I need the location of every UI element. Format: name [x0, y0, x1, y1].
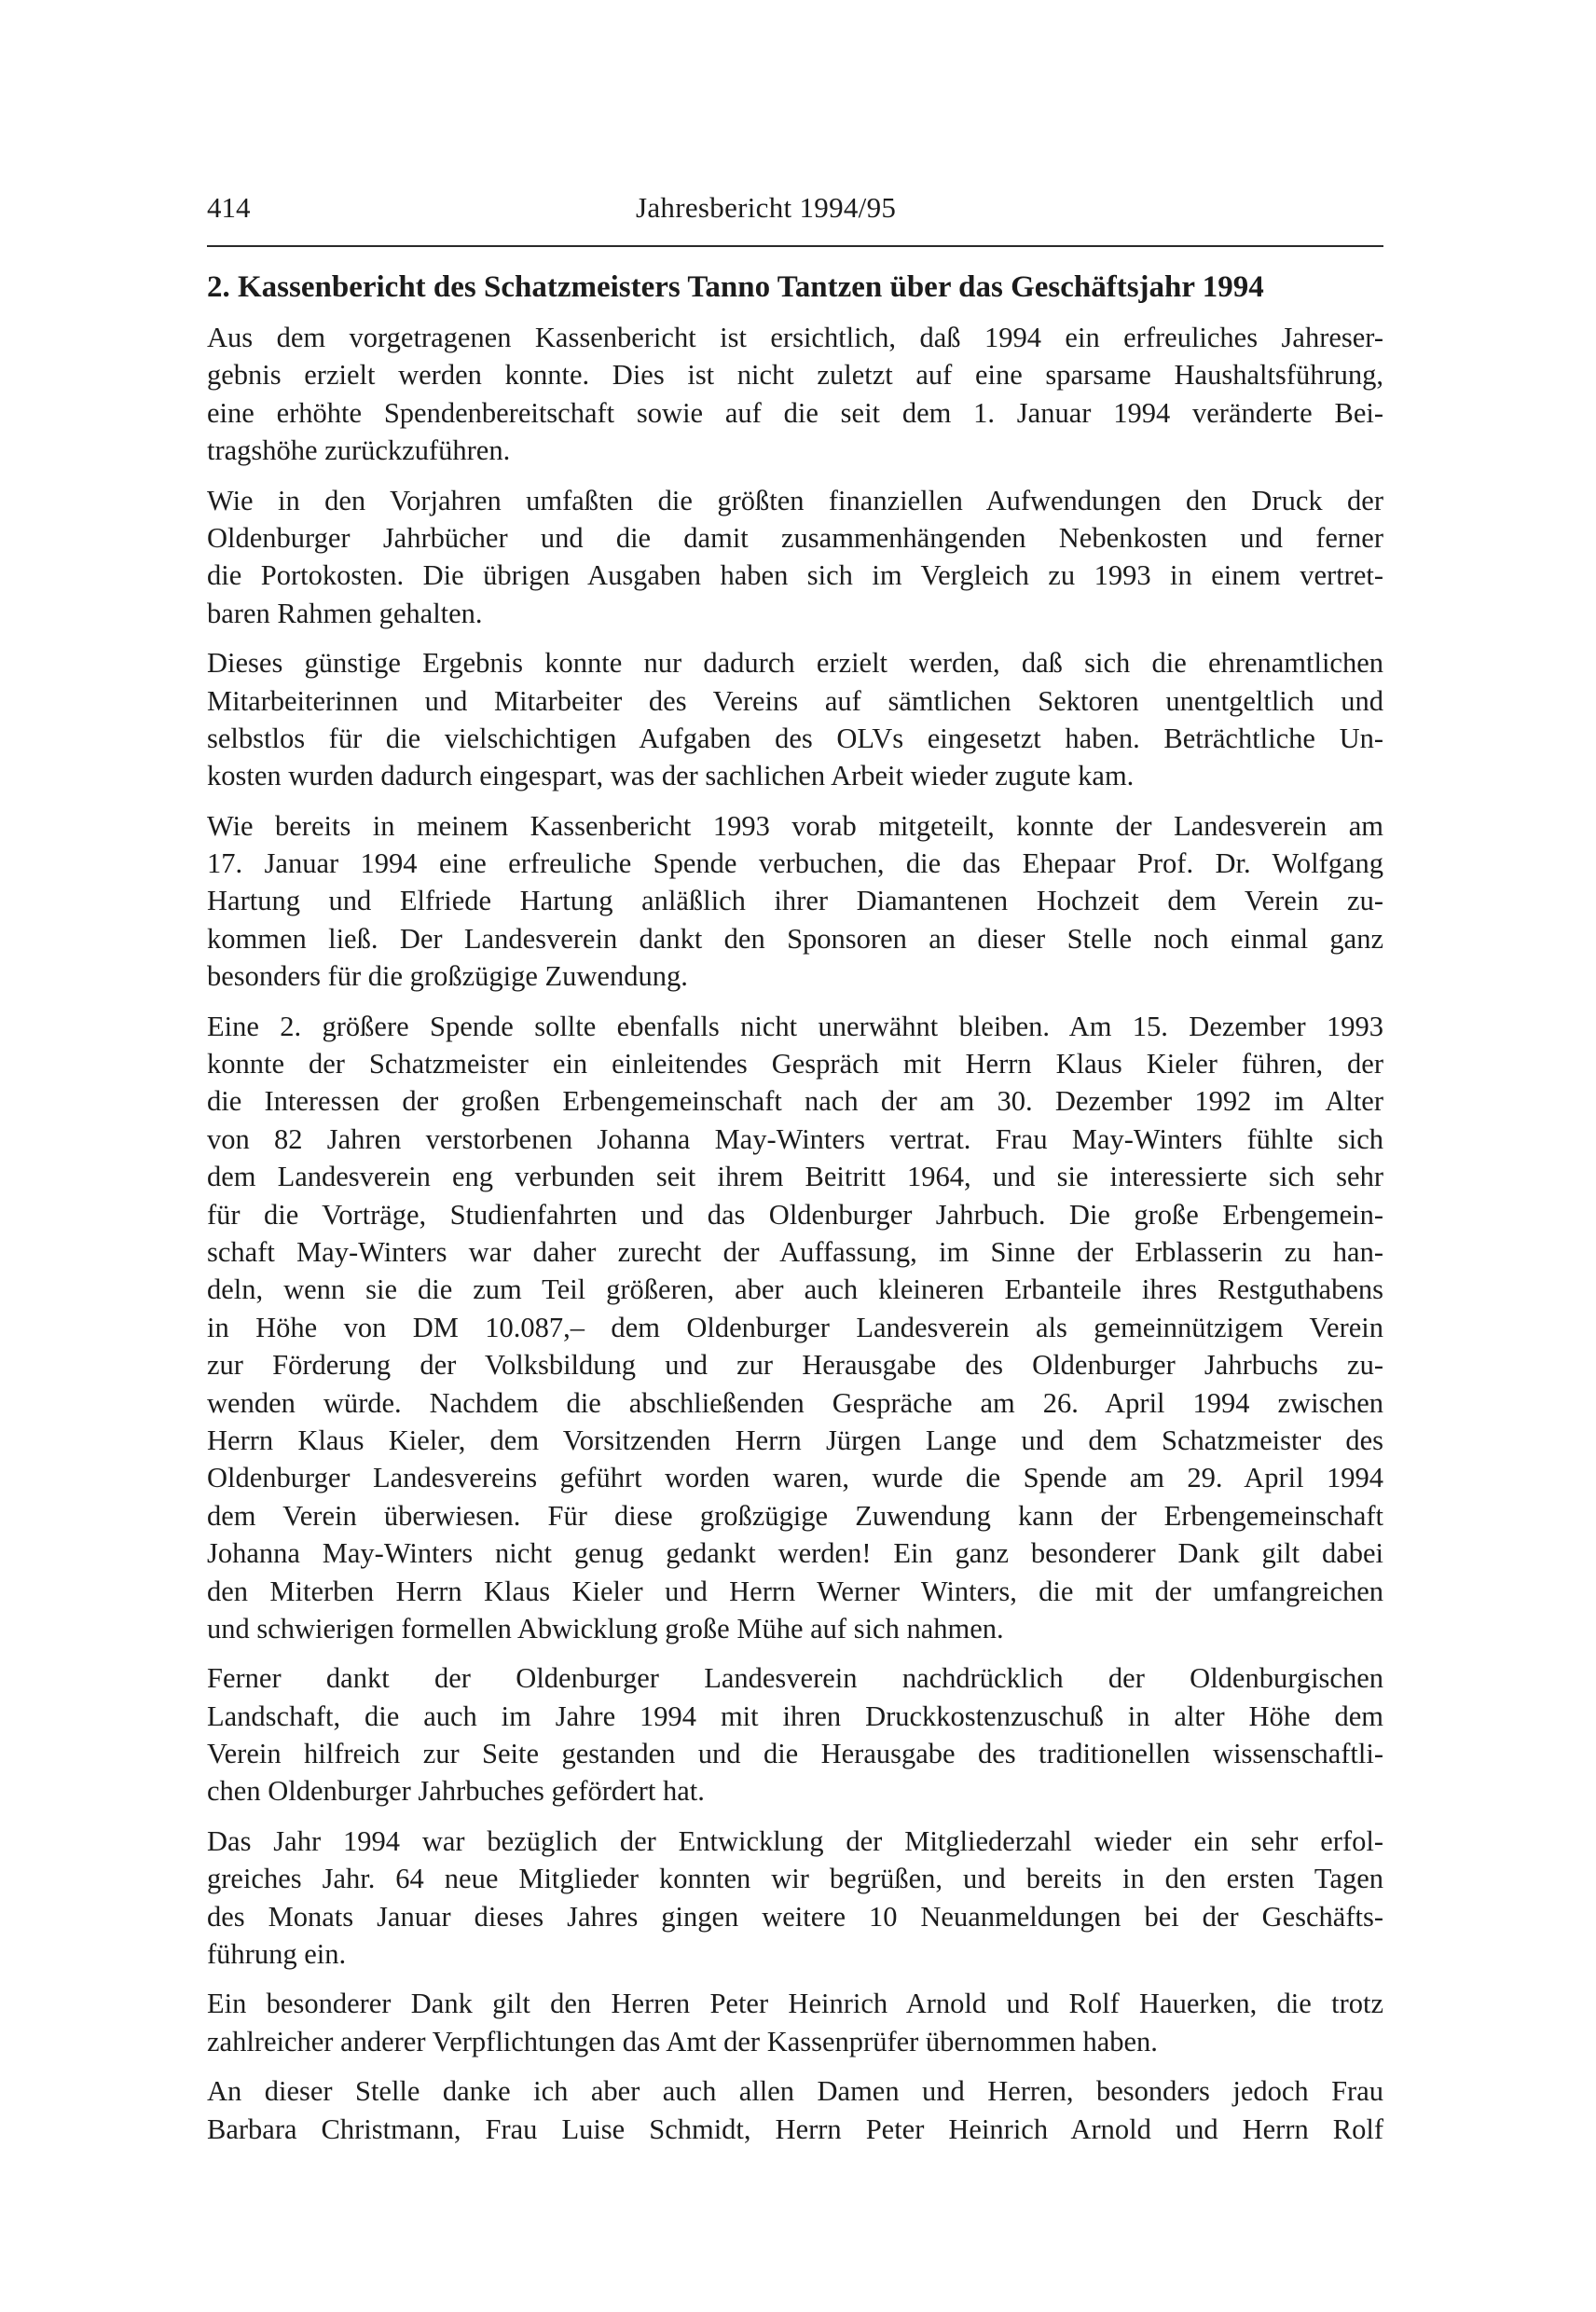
- text-line: Aus dem vorgetragenen Kassenbericht ist ersichtlich, daß 1994 ein erfreuliches Jahreser-: [207, 322, 1383, 353]
- paragraph: [207, 1985, 1383, 2060]
- text-line: selbstlos für die vielschichtigen Aufgaben des OLVs eingesetzt haben. Beträchtliche Un-: [207, 722, 1383, 754]
- page-header: [207, 189, 1383, 247]
- text-line: die Interessen der großen Erbengemeinschaft nach der am 30. Dezember 1992 im Alter: [207, 1085, 1383, 1118]
- paragraph: [207, 1008, 1383, 1648]
- paragraph: [207, 1659, 1383, 1810]
- paragraph: [207, 2072, 1383, 2148]
- text-line: Ferner dankt der Oldenburger Landesverein nachdrücklich der Oldenburgischen: [207, 1662, 1383, 1695]
- text-line: Landschaft, die auch im Jahre 1994 mit ihren Druckkostenzuschuß in alter Höhe dem: [207, 1700, 1383, 1732]
- text-line: Oldenburger Jahrbücher und die damit zusammenhängenden Nebenkosten und ferner: [207, 521, 1383, 554]
- text-line: Wie bereits in meinem Kassenbericht 1993 vorab mitgeteilt, konnte der Landesverein am: [207, 809, 1383, 842]
- text-line: in Höhe von DM 10.087,– dem Oldenburger Landesverein als gemeinnützigem Verein: [207, 1311, 1383, 1343]
- text-line: konnte der Schatzmeister ein einleitendes Gespräch mit Herrn Klaus Kieler führen, der: [207, 1048, 1383, 1080]
- section-heading: 2. Kassenbericht des Schatzmeisters Tanno Tantzen über das Geschäftsjahr 1994: [207, 270, 1264, 304]
- page-number: 414: [207, 191, 251, 224]
- running-title: Jahresbericht 1994/95: [636, 191, 897, 224]
- paragraph: [207, 1823, 1383, 1974]
- paragraph: [207, 644, 1383, 795]
- text-line: Herrn Klaus Kieler, dem Vorsitzenden Herrn Jürgen Lange und dem Schatzmeister des: [207, 1424, 1383, 1456]
- text-line: zur Förderung der Volksbildung und zur Herausgabe des Oldenburger Jahrbuchs zu-: [207, 1349, 1383, 1382]
- text-line: von 82 Jahren verstorbenen Johanna May-Winters vertrat. Frau May-Winters fühlte sich: [207, 1122, 1383, 1155]
- paragraph: [207, 482, 1383, 633]
- text-line: greiches Jahr. 64 neue Mitglieder konnten wir begrüßen, und bereits in den ersten Tagen: [207, 1863, 1383, 1895]
- text-line: Das Jahr 1994 war bezüglich der Entwicklung der Mitgliederzahl wieder ein sehr erfol-: [207, 1824, 1383, 1857]
- text-line: Dieses günstige Ergebnis konnte nur dadurch erzielt werden, daß sich die ehrenamtlichen: [207, 647, 1383, 680]
- text-line: die Portokosten. Die übrigen Ausgaben haben sich im Vergleich zu 1993 in einem vertret-: [207, 559, 1383, 592]
- text-line: Hartung und Elfriede Hartung anläßlich ihrer Diamantenen Hochzeit dem Verein zu-: [207, 885, 1383, 917]
- text-line: eine erhöhte Spendenbereitschaft sowie auf die seit dem 1. Januar 1994 veränderte Bei-: [207, 396, 1383, 429]
- text-line: führung ein.: [207, 1938, 347, 1971]
- text-line: 17. Januar 1994 eine erfreuliche Spende verbuchen, die das Ehepaar Prof. Dr. Wolfgang: [207, 847, 1383, 880]
- text-line: baren Rahmen gehalten.: [207, 597, 483, 629]
- text-line: Oldenburger Landesvereins geführt worden waren, wurde die Spende am 29. April 1994: [207, 1462, 1383, 1494]
- body-text: [207, 319, 1383, 2160]
- text-line: zahlreicher anderer Verpflichtungen das Amt der Kassenprüfer übernommen haben.: [207, 2025, 1158, 2057]
- text-line: dem Verein überwiesen. Für diese großzügige Zuwendung kann der Erbengemeinschaft: [207, 1499, 1383, 1532]
- text-line: Wie in den Vorjahren umfaßten die größten finanziellen Aufwendungen den Druck der: [207, 484, 1383, 516]
- text-line: wenden würde. Nachdem die abschließenden Gespräche am 26. April 1994 zwischen: [207, 1386, 1383, 1419]
- text-line: dem Landesverein eng verbunden seit ihrem Beitritt 1964, und sie interessierte sich sehr: [207, 1161, 1383, 1193]
- text-line: kommen ließ. Der Landesverein dankt den Sponsoren an dieser Stelle noch einmal ganz: [207, 922, 1383, 955]
- text-line: den Miterben Herrn Klaus Kieler und Herrn Werner Winters, die mit der umfangreichen: [207, 1575, 1383, 1607]
- text-line: besonders für die großzügige Zuwendung.: [207, 960, 688, 993]
- text-line: Barbara Christmann, Frau Luise Schmidt, Herrn Peter Heinrich Arnold und Herrn Rolf: [207, 2112, 1383, 2145]
- paragraph: [207, 807, 1383, 996]
- text-line: tragshöhe zurückzuführen.: [207, 434, 511, 467]
- text-line: gebnis erzielt werden konnte. Dies ist nicht zuletzt auf eine sparsame Haushaltsführung,: [207, 359, 1383, 392]
- text-line: kosten wurden dadurch eingespart, was der sachlichen Arbeit wieder zugute kam.: [207, 760, 1135, 792]
- text-line: chen Oldenburger Jahrbuches gefördert hat.: [207, 1775, 705, 1808]
- text-line: und schwierigen formellen Abwicklung große Mühe auf sich nahmen.: [207, 1612, 1004, 1645]
- text-line: schaft May-Winters war daher zurecht der Auffassung, im Sinne der Erblasserin zu han-: [207, 1235, 1383, 1268]
- text-line: des Monats Januar dieses Jahres gingen weitere 10 Neuanmeldungen bei der Geschäfts-: [207, 1900, 1383, 1933]
- text-line: Eine 2. größere Spende sollte ebenfalls nicht unerwähnt bleiben. Am 15. Dezember 1993: [207, 1010, 1383, 1042]
- text-line: Verein hilfreich zur Seite gestanden und die Herausgabe des traditionellen wissenschaftli-: [207, 1738, 1383, 1770]
- paragraph: [207, 319, 1383, 470]
- text-line: deln, wenn sie die zum Teil größeren, aber auch kleineren Erbanteile ihres Restguthabens: [207, 1273, 1383, 1306]
- text-line: Ein besonderer Dank gilt den Herren Peter Heinrich Arnold und Rolf Hauerken, die trotz: [207, 1988, 1383, 2020]
- text-line: Mitarbeiterinnen und Mitarbeiter des Vereins auf sämtlichen Sektoren unentgeltlich und: [207, 684, 1383, 717]
- text-line: Johanna May-Winters nicht genug gedankt werden! Ein ganz besonderer Dank gilt dabei: [207, 1537, 1383, 1570]
- text-line: An dieser Stelle danke ich aber auch allen Damen und Herren, besonders jedoch Frau: [207, 2075, 1383, 2108]
- text-line: für die Vorträge, Studienfahrten und das Oldenburger Jahrbuch. Die große Erbengemein-: [207, 1198, 1383, 1231]
